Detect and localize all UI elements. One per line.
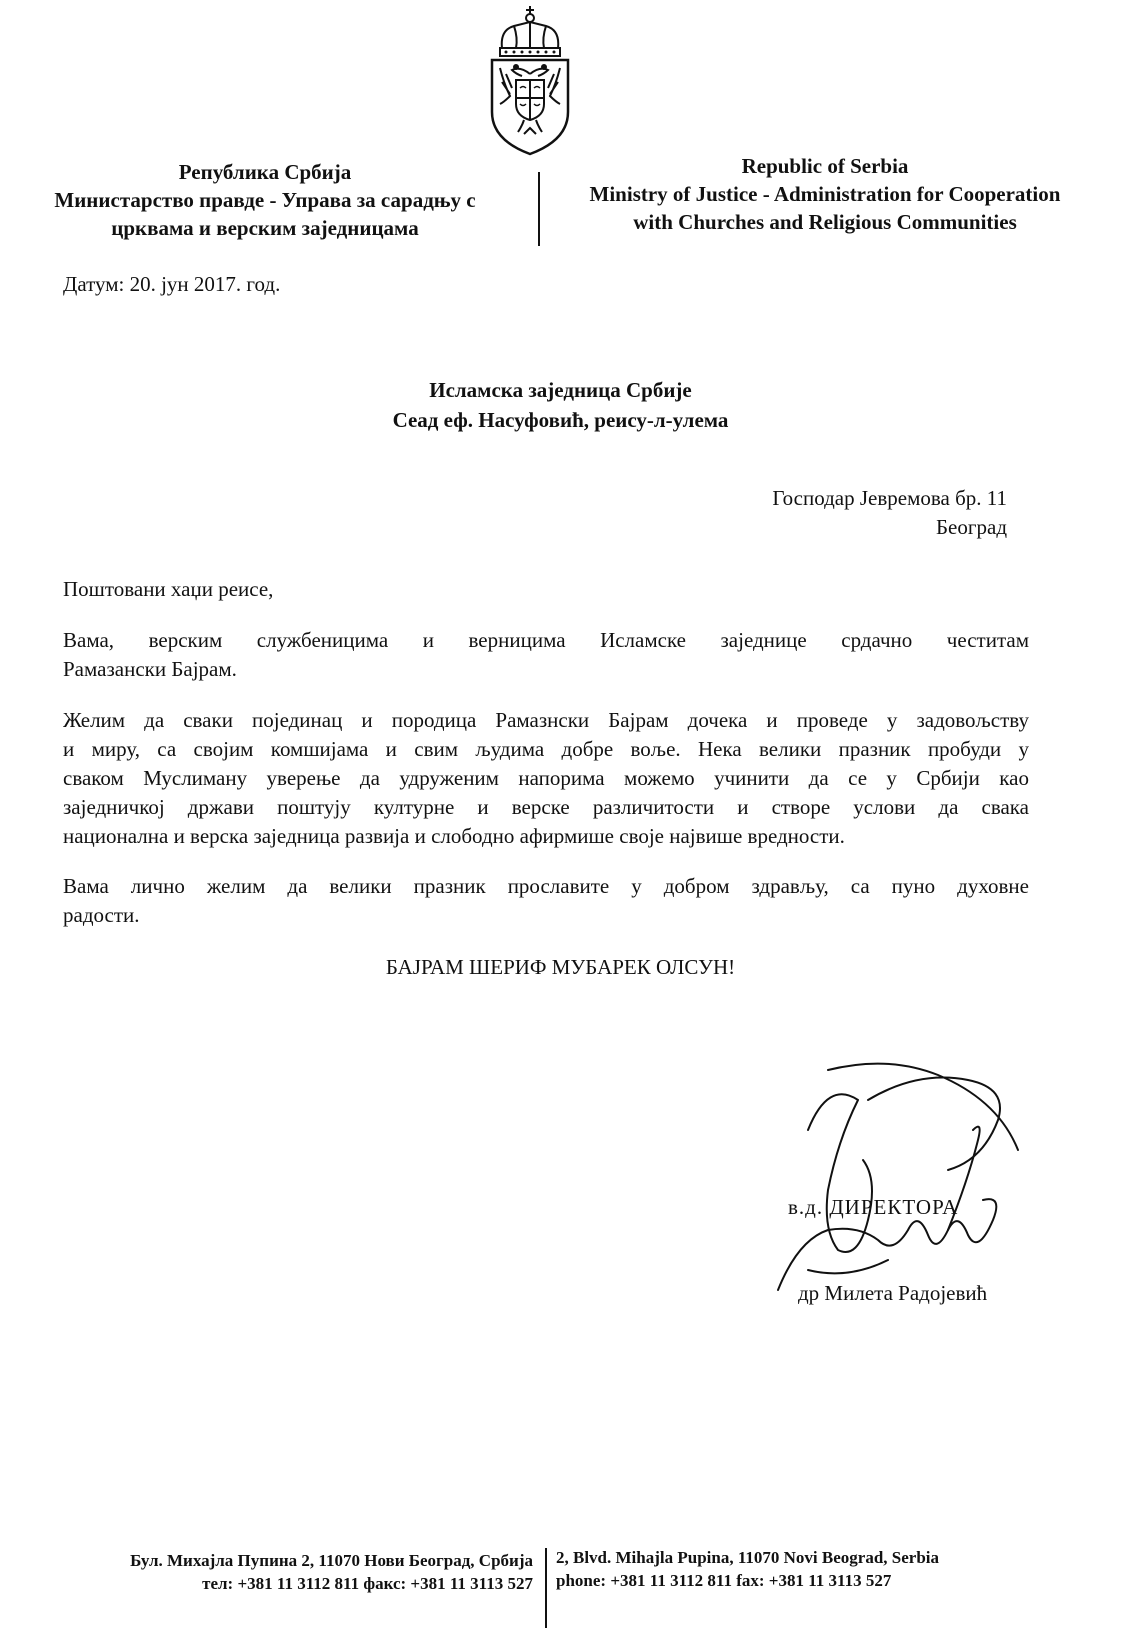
header-administration-en: with Churches and Religious Communities — [633, 210, 1017, 234]
paragraph-line: Рамазански Бајрам. — [63, 657, 237, 681]
paragraph-line: и миру, са својим комшијама и свим људима добре воље. Нека велики празник пробуди у — [63, 737, 1029, 761]
footer-contact: тел: +381 11 3112 811 факс: +381 11 3113 527 — [202, 1574, 533, 1593]
signatory-name: др Милета Радојевић — [798, 1281, 988, 1305]
paragraph-line: национална и верска заједница развија и слободно афирмише своје највише вредности. — [63, 824, 845, 848]
footer-english — [556, 1546, 939, 1592]
header-english — [540, 152, 1110, 236]
letter-date: Датум: 20. јун 2017. год. — [63, 272, 281, 296]
recipient-name: Сеад еф. Насуфовић, реису-л-улема — [392, 408, 729, 432]
closing-greeting: БАЈРАМ ШЕРИФ МУБАРЕК ОЛСУН! — [385, 955, 736, 979]
recipient-organization: Исламска заједница Србије — [429, 378, 692, 402]
address-street: Господар Јевремова бр. 11 — [772, 486, 1007, 510]
footer-divider — [545, 1548, 547, 1628]
paragraph-1 — [63, 626, 1029, 684]
paragraph-line: радости. — [63, 903, 140, 927]
salutation: Поштовани хаџи реисе, — [63, 577, 274, 601]
paragraph-line: Вама, верским службеницима и верницима Исламске заједнице срдачно честитам — [63, 628, 1029, 652]
paragraph-line: сваком Муслиману уверење да удруженим напорима можемо учинити да се у Србији као — [63, 766, 1029, 790]
paragraph-3 — [63, 872, 1029, 930]
footer-contact-en: phone: +381 11 3112 811 fax: +381 11 3113 527 — [556, 1571, 892, 1590]
address-city: Београд — [936, 515, 1007, 539]
paragraph-line: Желим да сваки појединац и породица Рамазнски Бајрам дочека и проведе у задовољству — [63, 708, 1029, 732]
paragraph-line: заједничкој држави поштују културне и верске различитости и створе услови да свака — [63, 795, 1029, 819]
header-country-en: Republic of Serbia — [741, 154, 909, 178]
footer-address-en: 2, Blvd. Mihajla Pupina, 11070 Novi Beograd, Serbia — [556, 1548, 940, 1567]
handwritten-signature — [768, 1060, 1048, 1310]
header-ministry-en: Ministry of Justice - Administration for Cooperation — [589, 182, 1061, 206]
header-serbian — [0, 158, 530, 242]
header-administration: црквама и верским заједницама — [111, 216, 419, 240]
paragraph-2 — [63, 706, 1029, 851]
footer-serbian — [0, 1549, 533, 1595]
signatory-title: в.д. ДИРЕКТОРА — [788, 1195, 959, 1219]
header-ministry: Министарство правде - Управа за сарадњу с — [54, 188, 476, 212]
header-country: Република Србија — [178, 160, 352, 184]
paragraph-line: Вама лично желим да велики празник прославите у добром здрављу, са пуно духовне — [63, 874, 1029, 898]
serbia-coat-of-arms-icon — [480, 4, 580, 156]
footer-address: Бул. Михајла Пупина 2, 11070 Нови Београд, Србија — [130, 1551, 533, 1570]
